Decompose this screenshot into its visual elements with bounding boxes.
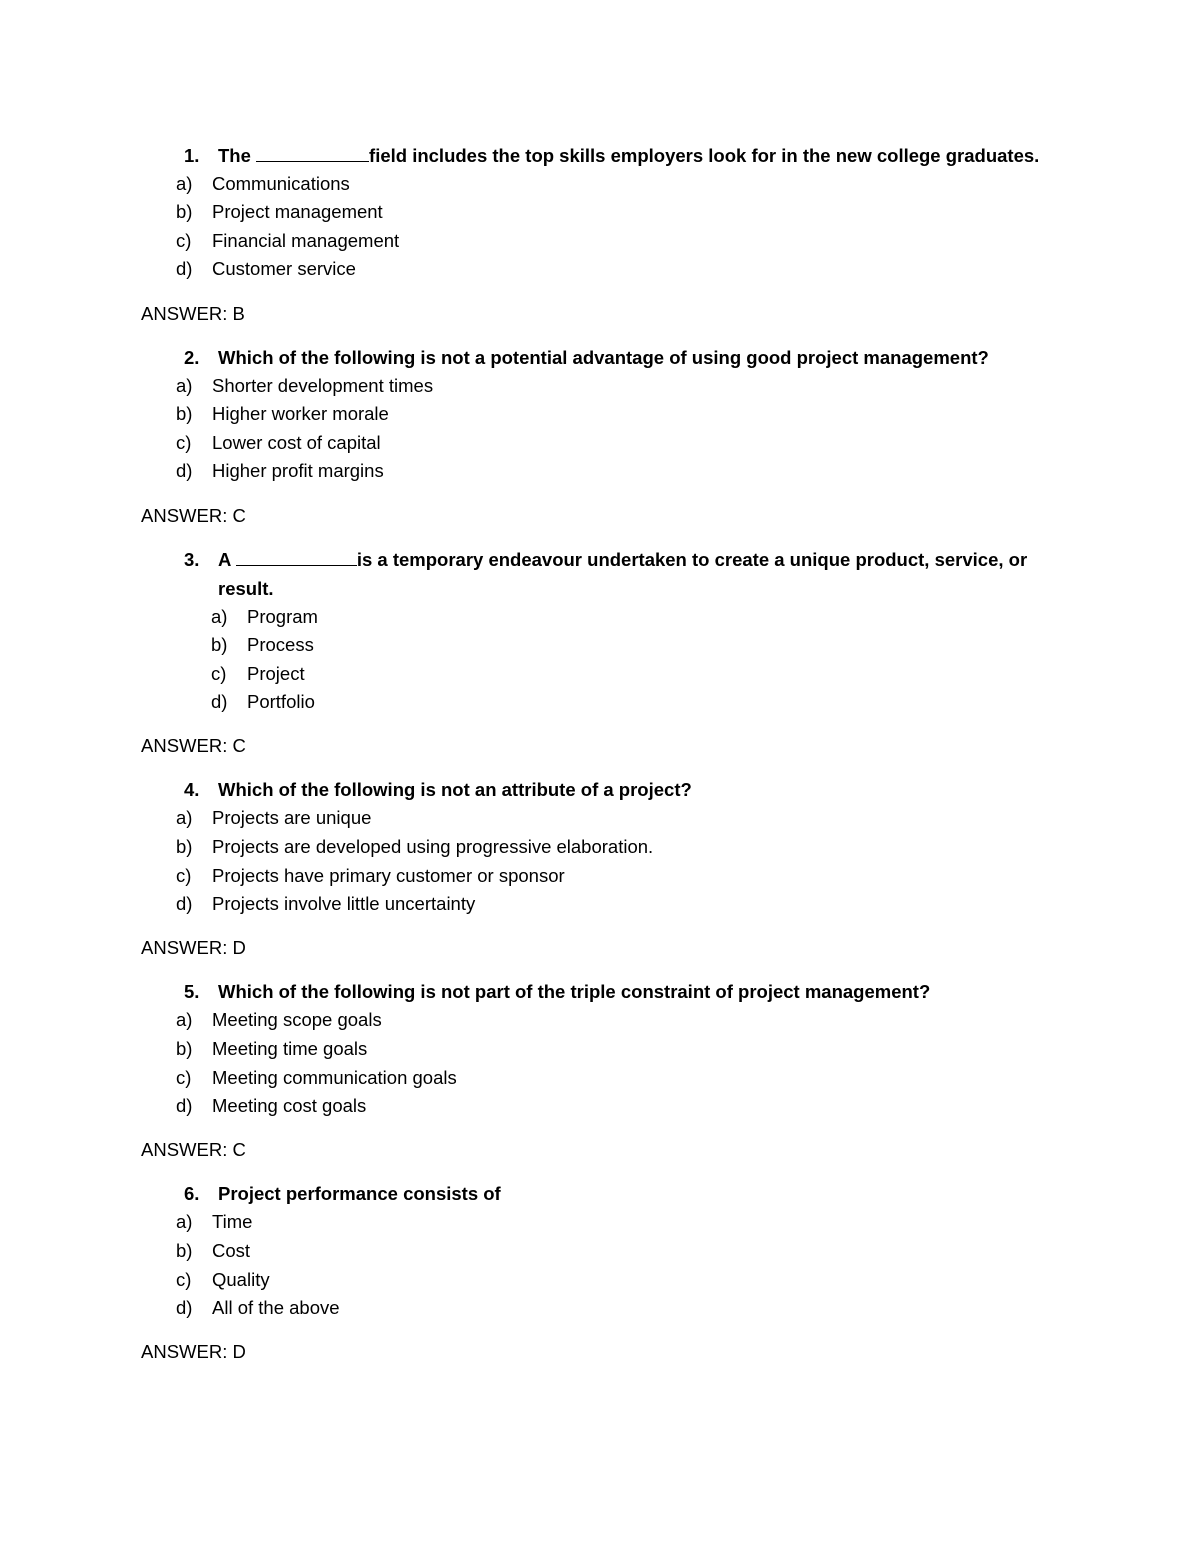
option-text: Projects involve little uncertainty — [212, 893, 476, 914]
question-1 — [184, 142, 1039, 170]
option-letter: a) — [176, 375, 193, 396]
option-text: Shorter development times — [212, 375, 434, 396]
option-letter: c) — [176, 1269, 192, 1290]
fill-in-blank — [256, 145, 369, 162]
option-text: Projects have primary customer or sponsor — [212, 865, 565, 886]
option-text: Meeting communication goals — [212, 1067, 457, 1088]
option-b — [211, 631, 314, 659]
option-letter: b) — [176, 1038, 193, 1059]
question-text: Which of the following is not a potential advantage of using good project management? — [218, 347, 989, 368]
option-d — [211, 688, 315, 716]
option-text: Financial management — [212, 230, 400, 251]
option-text: Higher worker morale — [212, 403, 389, 424]
question-number: 5. — [184, 981, 200, 1002]
answer-1: ANSWER: B — [141, 303, 245, 324]
question-number: 1. — [184, 145, 200, 166]
question-text-before: A — [218, 549, 236, 570]
option-text: Program — [247, 606, 318, 627]
option-text: Quality — [212, 1269, 270, 1290]
question-5 — [184, 978, 930, 1006]
option-b — [176, 198, 383, 226]
question-4 — [184, 776, 692, 804]
option-c — [176, 429, 381, 457]
option-c — [176, 862, 565, 890]
answer-5: ANSWER: C — [141, 1139, 246, 1160]
answer-2: ANSWER: C — [141, 505, 246, 526]
option-a — [176, 1006, 382, 1034]
option-text: Communications — [212, 173, 350, 194]
option-c — [176, 227, 399, 255]
option-letter: a) — [176, 1211, 193, 1232]
question-text: Which of the following is not an attribute of a project? — [218, 779, 692, 800]
option-letter: a) — [176, 173, 193, 194]
option-b — [176, 1035, 367, 1063]
option-letter: d) — [176, 1095, 193, 1116]
option-text: Lower cost of capital — [212, 432, 381, 453]
option-text: Projects are developed using progressive elaboration. — [212, 836, 654, 857]
question-text-after: field includes the top skills employers look for in the new college graduates. — [369, 145, 1040, 166]
question-2 — [184, 344, 989, 372]
option-text: Meeting cost goals — [212, 1095, 367, 1116]
option-text: Time — [212, 1211, 253, 1232]
option-c — [211, 660, 305, 688]
option-letter: d) — [176, 460, 193, 481]
option-letter: a) — [176, 1009, 193, 1030]
option-letter: b) — [211, 634, 228, 655]
option-d — [176, 457, 384, 485]
option-text: Customer service — [212, 258, 356, 279]
question-text-before: The — [218, 145, 257, 166]
question-3 — [218, 546, 1058, 603]
option-c — [176, 1064, 457, 1092]
option-letter: a) — [176, 807, 193, 828]
option-letter: b) — [176, 836, 193, 857]
option-b — [176, 400, 389, 428]
option-a — [176, 1208, 252, 1236]
option-letter: c) — [211, 663, 227, 684]
question-text: Which of the following is not part of the triple constraint of project management? — [218, 981, 931, 1002]
option-d — [176, 1092, 366, 1120]
answer-6: ANSWER: D — [141, 1341, 246, 1362]
option-letter: b) — [176, 1240, 193, 1261]
option-d — [176, 890, 475, 918]
option-text: Higher profit margins — [212, 460, 384, 481]
option-letter: c) — [176, 230, 192, 251]
option-letter: c) — [176, 865, 192, 886]
option-letter: b) — [176, 403, 193, 424]
answer-3: ANSWER: C — [141, 735, 246, 756]
option-letter: c) — [176, 1067, 192, 1088]
fill-in-blank — [236, 549, 357, 566]
option-a — [176, 804, 371, 832]
option-text: Meeting scope goals — [212, 1009, 382, 1030]
option-c — [176, 1266, 270, 1294]
option-text: Process — [247, 634, 314, 655]
option-b — [176, 1237, 250, 1265]
option-letter: d) — [176, 893, 193, 914]
question-text-after: is a temporary endeavour undertaken to create a unique product, service, or result. — [218, 549, 1028, 599]
option-text: Projects are unique — [212, 807, 372, 828]
option-a — [211, 603, 318, 631]
option-letter: a) — [211, 606, 228, 627]
option-text: All of the above — [212, 1297, 340, 1318]
answer-4: ANSWER: D — [141, 937, 246, 958]
option-text: Portfolio — [247, 691, 315, 712]
option-a — [176, 170, 350, 198]
option-d — [176, 1294, 340, 1322]
option-text: Project — [247, 663, 305, 684]
question-6 — [184, 1180, 501, 1208]
option-letter: d) — [211, 691, 228, 712]
option-letter: c) — [176, 432, 192, 453]
option-letter: d) — [176, 1297, 193, 1318]
option-letter: b) — [176, 201, 193, 222]
option-text: Cost — [212, 1240, 251, 1261]
option-text: Project management — [212, 201, 383, 222]
question-number: 3. — [184, 549, 200, 570]
question-number: 2. — [184, 347, 200, 368]
option-letter: d) — [176, 258, 193, 279]
question-3-number — [184, 546, 218, 574]
question-text: Project performance consists of — [218, 1183, 501, 1204]
option-text: Meeting time goals — [212, 1038, 368, 1059]
option-a — [176, 372, 433, 400]
option-d — [176, 255, 356, 283]
question-number: 4. — [184, 779, 200, 800]
option-b — [176, 833, 653, 861]
question-number: 6. — [184, 1183, 200, 1204]
